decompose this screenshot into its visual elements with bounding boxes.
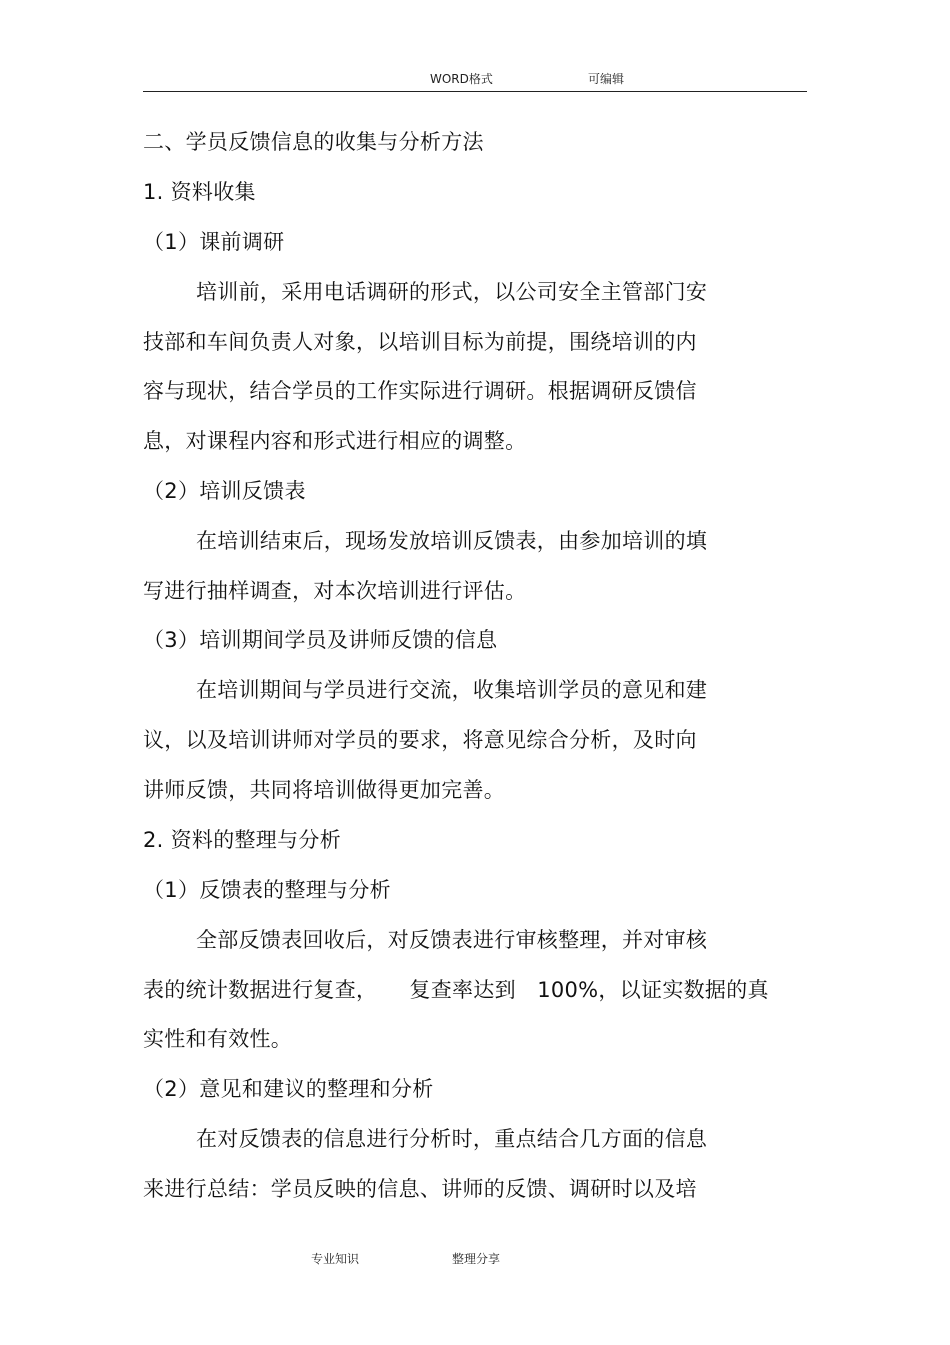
header-divider xyxy=(143,91,807,92)
subsection-heading: 2. 资料的整理与分析 xyxy=(143,828,342,852)
item-heading: （2）意见和建议的整理和分析 xyxy=(143,1077,434,1101)
paragraph-line: 讲师反馈，共同将培训做得更加完善。 xyxy=(143,778,506,802)
paragraph-line: 在培训结束后，现场发放培训反馈表，由参加培训的填 xyxy=(196,529,708,553)
header-right-text: 可编辑 xyxy=(588,72,625,86)
paragraph-line: 实性和有效性。 xyxy=(143,1027,293,1051)
paragraph-line: 息，对课程内容和形式进行相应的调整。 xyxy=(143,429,527,453)
footer-left-text: 专业知识 xyxy=(311,1252,360,1266)
paragraph-line: 写进行抽样调查，对本次培训进行评估。 xyxy=(143,579,527,603)
item-heading: （1）课前调研 xyxy=(143,230,285,254)
item-heading: （1）反馈表的整理与分析 xyxy=(143,878,391,902)
section-heading: 二、学员反馈信息的收集与分析方法 xyxy=(143,130,484,154)
paragraph-line: 培训前，采用电话调研的形式，以公司安全主管部门安 xyxy=(196,280,708,304)
paragraph-line: 在培训期间与学员进行交流，收集培训学员的意见和建 xyxy=(196,678,708,702)
item-heading: （3）培训期间学员及讲师反馈的信息 xyxy=(143,628,498,652)
paragraph-line: 表的统计数据进行复查， 复查率达到 100%，以证实数据的真 xyxy=(143,978,769,1002)
paragraph-line: 容与现状，结合学员的工作实际进行调研。根据调研反馈信 xyxy=(143,379,697,403)
paragraph-line: 在对反馈表的信息进行分析时，重点结合几方面的信息 xyxy=(196,1127,708,1151)
paragraph-line: 技部和车间负责人对象，以培训目标为前提，围绕培训的内 xyxy=(143,330,697,354)
paragraph-line: 来进行总结：学员反映的信息、讲师的反馈、调研时以及培 xyxy=(143,1177,697,1201)
paragraph-line: 议，以及培训讲师对学员的要求，将意见综合分析，及时向 xyxy=(143,728,697,752)
item-heading: （2）培训反馈表 xyxy=(143,479,306,503)
footer-right-text: 整理分享 xyxy=(452,1252,501,1266)
paragraph-line: 全部反馈表回收后，对反馈表进行审核整理，并对审核 xyxy=(196,928,708,952)
subsection-heading: 1. 资料收集 xyxy=(143,180,256,204)
header-left-text: WORD格式 xyxy=(430,72,493,86)
